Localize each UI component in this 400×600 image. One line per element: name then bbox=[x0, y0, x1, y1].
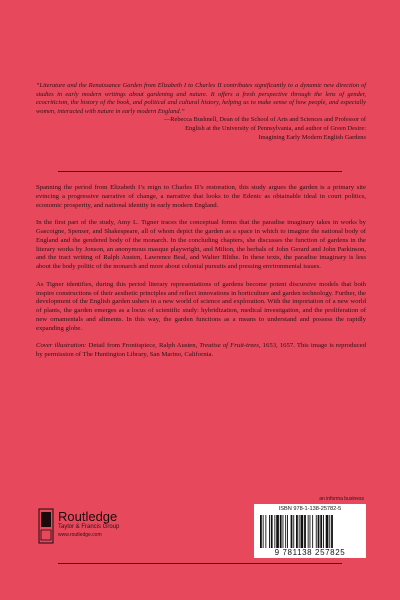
informa-tagline: an informa business bbox=[319, 496, 364, 502]
barcode-bar bbox=[276, 515, 279, 548]
body-paragraph: In the first part of the study, Amy L. Tigner traces the conceptual forms that the paradise imaginary takes in works by Gascoigne, Spenser, and Shakespeare, all of whom depict the garden as a space in which to imagine the national body of England and the gendered body of the monarch. In the concluding chapters, she discusses the function of gardens in the literary works by Jonson, an anonymous masque playwright, and Milton, the herbals of John Gerard and John Parkinson, and the tract writing of Ralph Austen, Lawrence Beal, and Walter Blithe. In these texts, the paradise imaginary is less about the body politic of the monarch and more about colonial pursuits and pressing environmental issues. bbox=[36, 219, 366, 270]
barcode-bar bbox=[280, 515, 282, 548]
isbn-digits: 9 781138 257825 bbox=[274, 548, 346, 557]
barcode-bar bbox=[274, 515, 275, 548]
barcode-bar bbox=[320, 515, 322, 548]
barcode-bar bbox=[269, 515, 270, 548]
barcode-bar bbox=[293, 515, 294, 548]
barcode-bar bbox=[265, 515, 266, 548]
barcode-bar bbox=[312, 515, 313, 548]
publisher-name: Routledge bbox=[58, 509, 118, 524]
publisher-block bbox=[58, 510, 119, 538]
barcode-bar bbox=[287, 515, 288, 548]
endorsement-attribution bbox=[36, 116, 366, 142]
endorsement-quote: “Literature and the Renaissance Garden from Elizabeth I to Charles II contributes significantly to a dynamic new direction of studies in early modern writings about gardening and nature. It offers a fresh perspective through the lens of gender, ecocriticism, the history of the book, and political and cultural history, helping us to make sense of how people, and especially women, interacted with nature in early modern England.” bbox=[36, 82, 366, 115]
barcode-bar bbox=[323, 515, 324, 548]
barcode-bar bbox=[271, 515, 273, 548]
barcode-bar bbox=[310, 515, 311, 548]
body-paragraph: Spanning the period from Elizabeth I’s reign to Charles II’s restoration, this study argues the garden is a primary site evincing a progressive narrative of change, a narrative that looks to the Edenic as obtainable ideal in court politics, economic prosperity, and national identity in early modern England. bbox=[36, 184, 366, 209]
barcode-bar bbox=[260, 515, 262, 548]
body-paragraph: As Tigner identifies, during this period literary representations of gardens become potent discursive models that both inspire constructions of their aesthetic principles and reflect innovations in horticulture and garden technology. Further, the development of the English garden ushers in a new world of science and exploration. With the importation of a new world of plants, the garden emerges as a locus of scientific study: hybridization, medical investigation, and the proliferation of new ornamentals and aliments. In this way, the garden functions as a means to understand and possess the rapidly expanding globe. bbox=[36, 280, 366, 332]
top-divider bbox=[58, 171, 342, 172]
cover-credit-title: Treatise of Fruit-trees bbox=[199, 342, 259, 350]
barcode-bar bbox=[299, 515, 300, 548]
endorsement-blurb bbox=[36, 82, 366, 142]
isbn-barcode bbox=[254, 504, 366, 558]
isbn-label: ISBN 978-1-138-25782-5 bbox=[278, 506, 342, 512]
bottom-divider bbox=[58, 563, 342, 564]
barcode-bar bbox=[285, 515, 286, 548]
barcode-bar bbox=[304, 515, 306, 548]
cover-credit-text: , 1653, 1657. This image is reproduced by permission of The Huntington Library, San Marino, California. bbox=[36, 342, 366, 358]
barcode-bar bbox=[283, 515, 284, 548]
barcode-bar bbox=[296, 515, 298, 548]
publisher-url: www.routledge.com bbox=[58, 532, 102, 538]
attribution-line: Imagining Early Modern English Gardens bbox=[258, 133, 366, 141]
barcode-bar bbox=[329, 515, 330, 548]
barcode-bar bbox=[318, 515, 320, 548]
barcode-bar bbox=[263, 515, 264, 548]
routledge-logo-icon bbox=[38, 508, 54, 544]
attribution-line: —Rebecca Bushnell, Dean of the School of Arts and Sciences and Professor of bbox=[163, 116, 366, 124]
barcode-bar bbox=[308, 515, 309, 548]
barcode-bar bbox=[331, 515, 333, 548]
barcode-bar bbox=[326, 515, 329, 548]
publisher-group: Taylor & Francis Group bbox=[58, 524, 120, 530]
barcode-bar bbox=[316, 515, 317, 548]
cover-credit bbox=[36, 342, 366, 360]
barcode-bar bbox=[291, 515, 293, 548]
cover-credit-text: Detail from Frontispiece, Ralph Austen, bbox=[86, 342, 200, 350]
barcode-icon bbox=[260, 515, 360, 548]
description-body bbox=[36, 184, 366, 369]
cover-credit-label: Cover illustration: bbox=[36, 342, 87, 350]
attribution-line: English at the University of Pennsylvania, and author of Green Desire: bbox=[185, 124, 366, 132]
barcode-bar bbox=[301, 515, 304, 548]
